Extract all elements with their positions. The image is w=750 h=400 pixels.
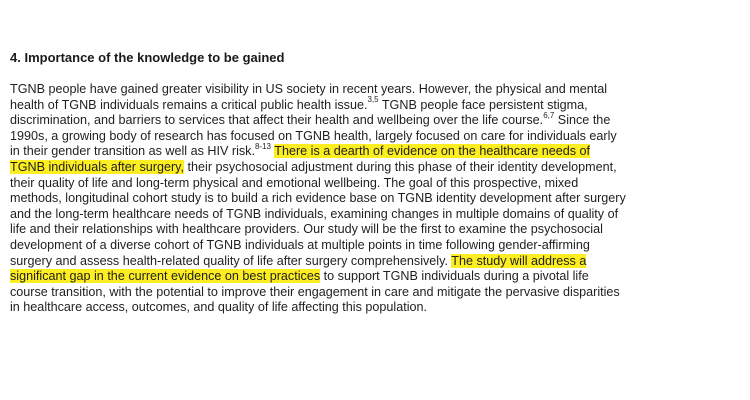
paragraph-line	[10, 160, 626, 176]
text-segment: surgery and assess health-related quality of life after surgery comprehensively.	[10, 253, 452, 268]
text-segment: development of a diverse cohort of TGNB individuals at multiple points in time following gender-affirming	[10, 237, 590, 252]
paragraph-line	[10, 285, 626, 301]
paragraph-line	[10, 113, 626, 129]
text-segment: health of TGNB individuals remains a critical public health issue.	[10, 97, 368, 112]
paragraph-line	[10, 176, 626, 192]
highlighted-text: significant gap in the current evidence on best practices	[10, 269, 321, 284]
highlighted-text: TGNB individuals after surgery,	[10, 159, 185, 174]
text-segment: their psychosocial adjustment during this phase of their identity development,	[184, 159, 617, 174]
text-segment: life and their relationships with healthcare providers. Our study will be the first to examine the psychosocial	[10, 222, 603, 237]
text-segment: TGNB people face persistent stigma,	[378, 97, 588, 112]
paragraph-line	[10, 269, 626, 285]
text-segment: methods, longitudinal cohort study is to build a rich evidence base on TGNB identity development after surgery	[10, 191, 626, 206]
text-segment: and the long-term healthcare needs of TGNB individuals, examining changes in multiple domains of quality of	[10, 206, 619, 221]
paragraph-line	[10, 238, 626, 254]
text-segment: in their gender transition as well as HIV risk.	[10, 144, 255, 159]
highlighted-text: There is a dearth of evidence on the healthcare needs of	[274, 144, 591, 159]
text-segment: course transition, with the potential to improve their engagement in care and mitigate the pervasive disparities	[10, 284, 620, 299]
text-segment: 1990s, a growing body of research has focused on TGNB health, largely focused on care for individuals early	[10, 128, 617, 143]
text-segment: TGNB people have gained greater visibility in US society in recent years. However, the physical and mental	[10, 82, 608, 96]
highlighted-text: The study will address a	[451, 253, 587, 268]
citation-superscript: 8-13	[254, 142, 271, 152]
paragraph-line	[10, 300, 626, 316]
paragraph-line	[10, 129, 626, 145]
paragraph-line	[10, 191, 626, 207]
text-segment: Since the	[554, 113, 611, 128]
citation-superscript: 6,7	[543, 111, 555, 120]
paragraph-line	[10, 95, 626, 114]
paragraph-line	[10, 254, 626, 270]
section-heading: 4. Importance of the knowledge to be gained	[10, 50, 285, 65]
paragraph-line	[10, 144, 626, 160]
section-body	[10, 82, 626, 316]
paragraph-line	[10, 82, 626, 98]
citation-superscript: 3,5	[367, 95, 379, 105]
paragraph-line	[10, 222, 626, 238]
text-segment: to support TGNB individuals during a pivotal life	[320, 269, 589, 284]
text-segment: in healthcare access, outcomes, and quality of life affecting this population.	[10, 300, 428, 315]
paragraph-line	[10, 207, 626, 223]
text-segment: their quality of life and long-term physical and emotional wellbeing. The goal of this prospective, mixed	[10, 175, 579, 190]
text-segment: discrimination, and barriers to services that affect their health and wellbeing over the life course.	[10, 113, 544, 128]
